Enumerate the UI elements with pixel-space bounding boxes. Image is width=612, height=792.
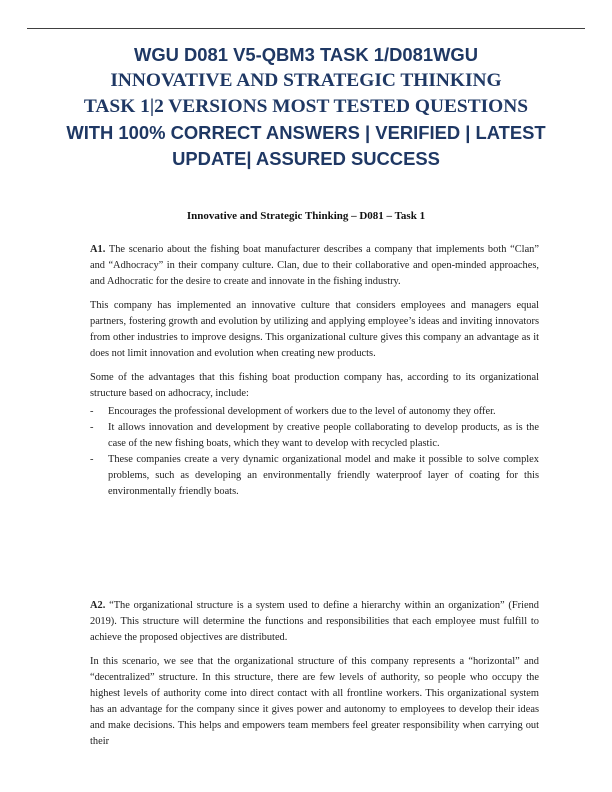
a1-label: A1.: [90, 244, 106, 255]
a2-paragraph-2: In this scenario, we see that the organizational structure of this company represents a “horizontal” and “decentralized” structure. In this structure, there are few levels of authority, so people who occupy the highest levels of authority come into direct contact with all frontline workers. This organizational system has an advantage for the company since it gives power and autonomy to employees to develop their ideas and make decisions. This helps and empowers team members feel greater responsibility when carrying out their: [90, 656, 539, 747]
a1-paragraph-2: This company has implemented an innovative culture that considers employees and managers equal partners, fostering growth and evolution by utilizing and applying employee’s ideas and inviting innovators from other industries to improve designs. This organizational culture gives this company an advantage as it does not limit innovation and evolution when creating new products.: [90, 300, 539, 359]
a2-text-1: “The organizational structure is a system used to define a hierarchy within an organization” (Friend 2019). This structure will determine the functions and responsibilities that each employee must fulfill to achieve the proposed objectives are distributed.: [90, 600, 539, 643]
a1-advantages-list: [90, 404, 539, 500]
title-line-3: TASK 1|2 VERSIONS MOST TESTED QUESTIONS: [83, 96, 529, 117]
a1-paragraph-1: [90, 242, 539, 290]
title-line-4: WITH 100% CORRECT ANSWERS | VERIFIED | LATEST: [66, 122, 546, 143]
a2-label: A2.: [90, 600, 106, 611]
title-line-5: UPDATE| ASSURED SUCCESS: [172, 148, 440, 169]
a1-text-1: The scenario about the fishing boat manufacturer describes a company that implements both “Clan” and “Adhocracy” in their company culture. Clan, due to their collaborative and open-minded approaches, and Adhocratic for the desire to create and innovate in the fishing industry.: [90, 244, 539, 287]
document-title: [62, 42, 550, 172]
header-rule: [27, 28, 585, 29]
list-item: - Encourages the professional development of workers due to the level of autonomy they offer.: [90, 404, 539, 420]
list-item: - These companies create a very dynamic organizational model and make it possible to solve complex problems, such as developing an environmentally friendly waterproof layer of coating for this environmentally friendly boats.: [90, 452, 539, 500]
section-subtitle: Innovative and Strategic Thinking – D081 – Task 1: [186, 210, 426, 222]
a2-paragraph-1: [90, 598, 539, 646]
section-a2: [90, 598, 539, 758]
title-line-2: INNOVATIVE AND STRATEGIC THINKING: [110, 70, 502, 91]
a1-paragraph-3: Some of the advantages that this fishing boat production company has, according to its organizational structure based on adhocracy, include:: [90, 372, 539, 399]
section-a1: [90, 242, 539, 500]
list-item: - It allows innovation and development by creative people collaborating to develop products, as is the case of the new fishing boats, which they want to develop with recycled plastic.: [90, 420, 539, 452]
title-line-1: WGU D081 V5-QBM3 TASK 1/D081WGU: [133, 44, 479, 65]
